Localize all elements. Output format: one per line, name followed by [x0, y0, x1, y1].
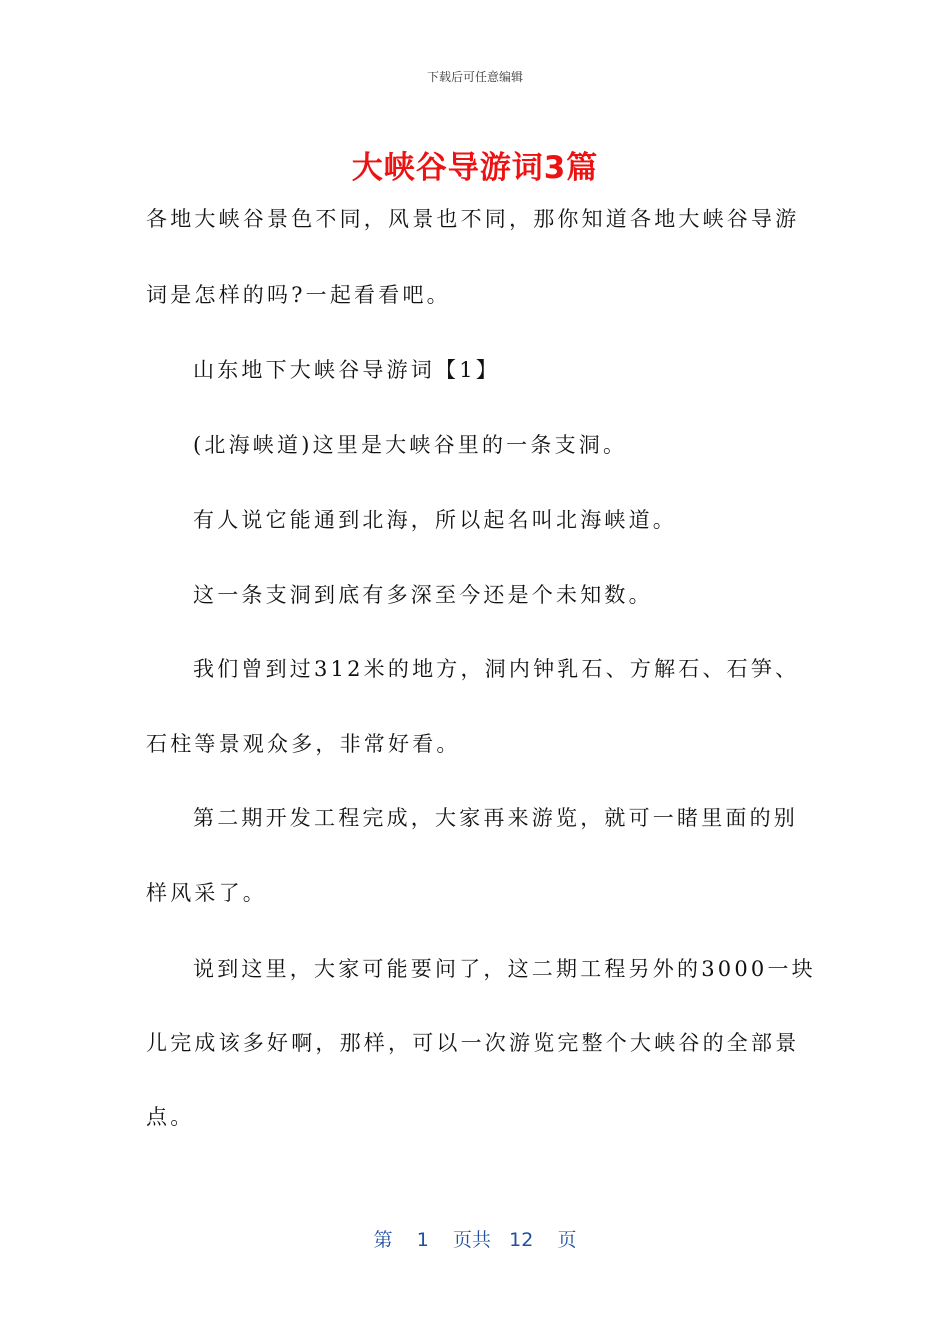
total-pages-number: 12	[509, 1229, 534, 1251]
body-line: 点。	[146, 1105, 195, 1129]
document-title: 大峡谷导游词3篇	[351, 150, 599, 186]
section-heading: 山东地下大峡谷导游词【1】	[193, 358, 500, 382]
footer-suffix: 页	[557, 1229, 577, 1251]
body-line: (北海峡道)这里是大峡谷里的一条支洞。	[193, 433, 628, 457]
body-line: 我们曾到过312米的地方，洞内钟乳石、方解石、石笋、	[193, 657, 800, 681]
body-line: 这一条支洞到底有多深至今还是个未知数。	[193, 583, 653, 607]
page-footer	[0, 1225, 950, 1252]
body-line: 有人说它能通到北海，所以起名叫北海峡道。	[193, 508, 677, 532]
body-line: 样风采了。	[146, 881, 267, 905]
body-line: 儿完成该多好啊，那样，可以一次游览完整个大峡谷的全部景	[146, 1031, 800, 1055]
body-line: 第二期开发工程完成，大家再来游览，就可一睹里面的别	[193, 806, 798, 830]
body-line: 词是怎样的吗?一起看看吧。	[146, 283, 451, 307]
footer-middle: 页共	[452, 1229, 491, 1251]
body-line: 说到这里，大家可能要问了，这二期工程另外的3000一块	[193, 957, 816, 981]
body-line: 各地大峡谷景色不同，风景也不同，那你知道各地大峡谷导游	[146, 207, 800, 231]
body-line: 石柱等景观众多，非常好看。	[146, 732, 461, 756]
current-page-number: 1	[416, 1229, 429, 1251]
header-note: 下载后可任意编辑	[426, 70, 523, 84]
footer-prefix: 第	[373, 1229, 393, 1251]
